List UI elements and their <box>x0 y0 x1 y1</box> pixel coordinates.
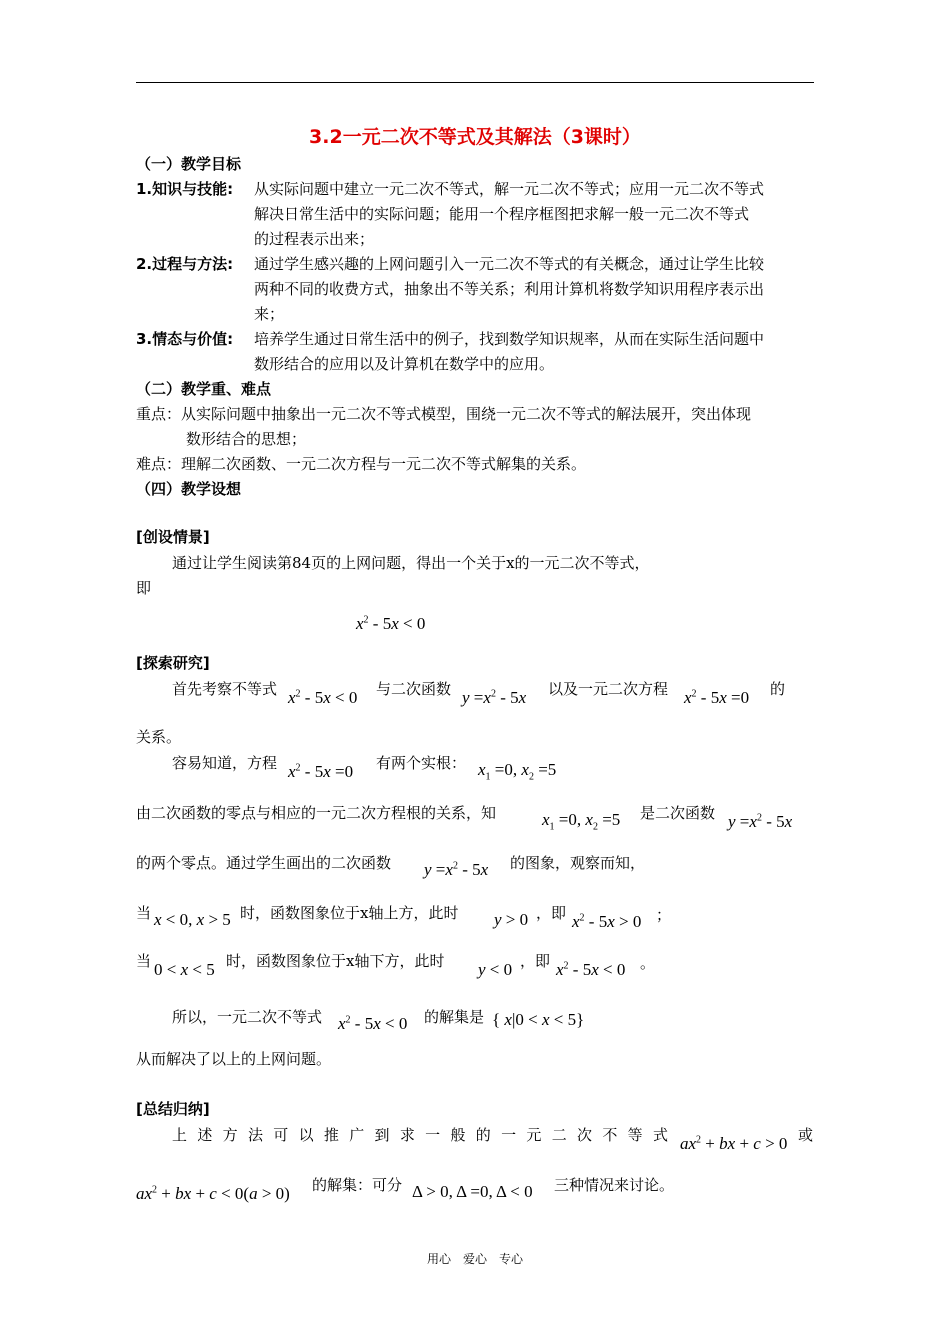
explore-text-b: 关系。 <box>136 728 182 746</box>
explore-text-i: 从而解决了以上的上网问题。 <box>136 1050 332 1068</box>
formula-solution-set: { x|0 < x < 5} <box>492 1010 585 1029</box>
header-rule <box>136 82 814 83</box>
summary-text-b2: 三种情况来讨论。 <box>554 1176 675 1194</box>
explore-text-g3: ，即 <box>520 952 551 970</box>
explore-text-c1: 容易知道，方程 <box>172 754 278 772</box>
section-heading-design: （四）教学设想 <box>136 480 242 498</box>
formula-roots-c: $x_1 =0$, $x_2 =5$ <box>478 760 557 783</box>
key-point-line1: 重点：从实际问题中抽象出一元二次不等式模型，围绕一元二次不等式的解法展开，突出体现 <box>136 405 752 423</box>
key-point-line2: 数形结合的思想； <box>186 430 307 448</box>
page-footer: 用心 爱心 专心 <box>426 1252 523 1266</box>
explore-text-h2: 的解集是 <box>424 1008 485 1026</box>
goal3-line2: 数形结合的应用以及计算机在数学中的应用。 <box>254 355 555 373</box>
formula-inequality-f: $x^2 - 5x > 0$ <box>572 912 642 931</box>
explore-text-d1: 由二次函数的零点与相应的一元二次方程根的关系，知 <box>136 804 497 822</box>
formula-y-negative: y < 0 <box>478 960 513 979</box>
explore-text-a1: 首先考察不等式 <box>172 680 278 698</box>
explore-text-a2: 与二次函数 <box>376 680 452 698</box>
explore-text-c2: 有两个实根： <box>376 754 467 772</box>
formula-condition-g: 0 < x < 5 <box>154 960 215 979</box>
formula-function-a: $y =x^2 - 5x$ <box>462 688 527 707</box>
section-heading-keypoints: （二）教学重、难点 <box>136 380 272 398</box>
formula-condition-f: x < 0, x > 5 <box>154 910 231 929</box>
heading-scene: [创设情景] <box>136 528 210 546</box>
explore-text-f2: 时，函数图象位于x轴上方，此时 <box>240 904 459 922</box>
goal1-label: 1.知识与技能: <box>136 180 234 198</box>
goal3-line1: 培养学生通过日常生活中的例子，找到数学知识规率，从而在实际生活问题中 <box>254 330 765 348</box>
explore-text-g1: 当 <box>136 952 152 970</box>
explore-text-a3: 以及一元二次方程 <box>548 680 669 698</box>
explore-text-d2: 是二次函数 <box>640 804 716 822</box>
summary-text-b1: 的解集：可分 <box>312 1176 403 1194</box>
formula-equation-c: $x^2 - 5x =0$ <box>288 762 354 781</box>
formula-general-lt: $ax^2$ + bx + c < 0(a > 0) <box>136 1184 290 1203</box>
goal1-line1: 从实际问题中建立一元二次不等式，解一元二次不等式；应用一元二次不等式 <box>254 180 765 198</box>
explore-text-f4: ； <box>656 906 672 924</box>
explore-text-e2: 的图象，观察而知， <box>510 854 646 872</box>
formula-function-e: $y =x^2 - 5x$ <box>424 860 489 879</box>
formula-inequality-h: $x^2 - 5x < 0$ <box>338 1014 408 1033</box>
heading-explore: [探索研究] <box>136 654 210 672</box>
explore-text-h1: 所以，一元二次不等式 <box>172 1008 323 1026</box>
formula-inequality-a: $x^2 - 5x < 0$ <box>288 688 358 707</box>
explore-text-a4: 的 <box>770 680 786 698</box>
formula-function-d: $y =x^2 - 5x$ <box>728 812 793 831</box>
scene-line2: 即 <box>136 579 152 597</box>
formula-equation-a: $x^2 - 5x =0$ <box>684 688 750 707</box>
goal2-line2: 两种不同的收费方式，抽象出不等关系；利用计算机将数学知识用程序表示出 <box>254 280 765 298</box>
difficulty-line: 难点：理解二次函数、一元二次方程与一元二次不等式解集的关系。 <box>136 455 587 473</box>
formula-roots-d: $x_1 =0$, $x_2 =5$ <box>542 810 621 833</box>
explore-text-e1: 的两个零点。通过学生画出的二次函数 <box>136 854 392 872</box>
explore-text-g2: 时，函数图象位于x轴下方，此时 <box>226 952 445 970</box>
formula-y-positive: y > 0 <box>494 910 529 929</box>
goal3-label: 3.情态与价值: <box>136 330 234 348</box>
heading-summary: [总结归纳] <box>136 1100 210 1118</box>
goal1-line2: 解决日常生活中的实际问题；能用一个程序框图把求解一般一元二次不等式 <box>254 205 750 223</box>
formula-discriminant-cases: Δ > 0, Δ =0, Δ < 0 <box>412 1182 533 1201</box>
formula-inequality-g: $x^2 - 5x < 0$ <box>556 960 626 979</box>
explore-text-g4: 。 <box>640 954 656 972</box>
goal2-line3: 来； <box>254 305 285 323</box>
summary-or: 或 <box>798 1126 814 1144</box>
explore-text-f1: 当 <box>136 904 152 922</box>
formula-inequality: $x^2 - 5x < 0$ <box>356 614 426 633</box>
scene-line1: 通过让学生阅读第84页的上网问题，得出一个关于x的一元二次不等式， <box>172 554 650 572</box>
goal2-label: 2.过程与方法: <box>136 255 234 273</box>
formula-general-gt: $ax^2$ + bx + c > 0 <box>680 1134 788 1153</box>
goal1-line3: 的过程表示出来； <box>254 230 375 248</box>
explore-text-f3: ，即 <box>536 904 567 922</box>
page-title: 3.2一元二次不等式及其解法（3课时） <box>309 126 641 148</box>
summary-line1-text: 上 述 方 法 可 以 推 广 到 求 一 般 的 一 元 二 次 不 等 式 <box>172 1126 668 1144</box>
goal2-line1: 通过学生感兴趣的上网问题引入一元二次不等式的有关概念，通过让学生比较 <box>254 255 765 273</box>
section-heading-goals: （一）教学目标 <box>136 155 242 173</box>
